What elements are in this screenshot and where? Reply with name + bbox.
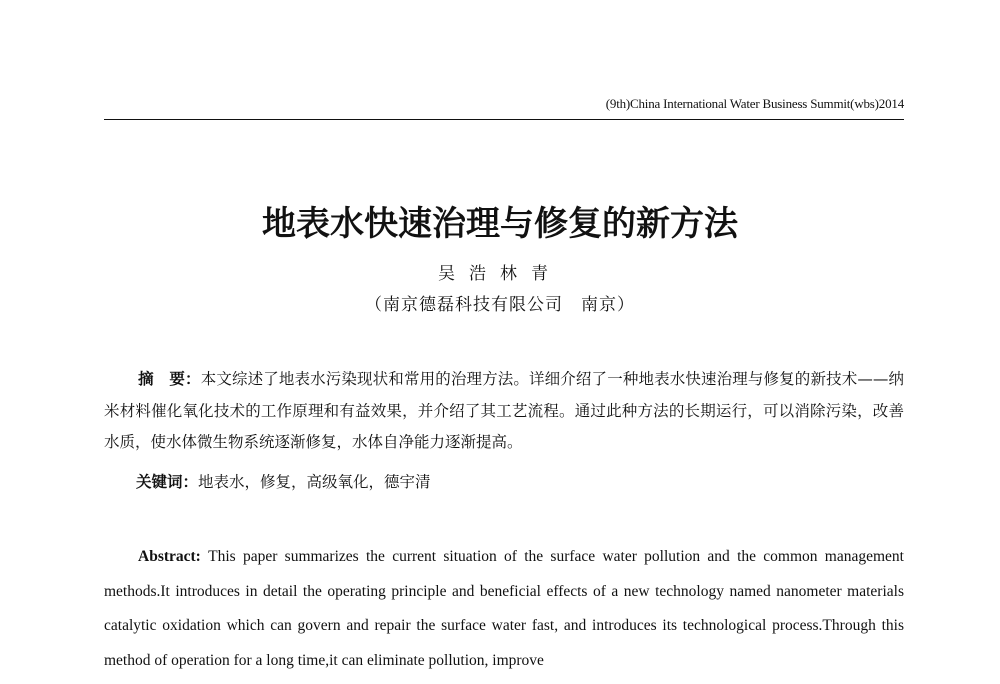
abstract-en bbox=[104, 540, 904, 678]
keywords-label: 关键词： bbox=[136, 473, 199, 491]
abstract-zh-text: 本文综述了地表水污染现状和常用的治理方法。详细介绍了一种地表水快速治理与修复的新技术——纳米材料催化氧化技术的工作原理和有益效果，并介绍了其工艺流程。通过此种方法的长期运行，可以消除污染，改善水质，使水体微生物系统逐渐修复，水体自净能力逐渐提高。 bbox=[104, 370, 904, 451]
abstract-en-label: Abstract: bbox=[138, 548, 201, 565]
paper-authors: 吴浩林青 bbox=[438, 264, 562, 284]
running-header: (9th)China International Water Business Summit(wbs)2014 bbox=[605, 96, 904, 111]
abstract-zh bbox=[104, 364, 904, 459]
paper-title: 地表水快速治理与修复的新方法 bbox=[262, 204, 738, 244]
keywords-text: 地表水，修复，高级氧化，德宇清 bbox=[198, 473, 431, 491]
paper-affiliation: （南京德磊科技有限公司 南京） bbox=[365, 295, 635, 315]
keywords-line bbox=[136, 470, 896, 492]
header-rule bbox=[104, 119, 904, 120]
abstract-zh-label: 摘 要： bbox=[138, 370, 201, 388]
abstract-en-text: This paper summarizes the current situation of the surface water pollution and the common management methods.It introduces in detail the operating principle and beneficial effects of a new technology named nanometer materials catalytic oxidation which can govern and repair the surface water fast, and introduces its technological process.Through this method of operation for a long time,it can eliminate pollution, improve bbox=[104, 548, 904, 669]
